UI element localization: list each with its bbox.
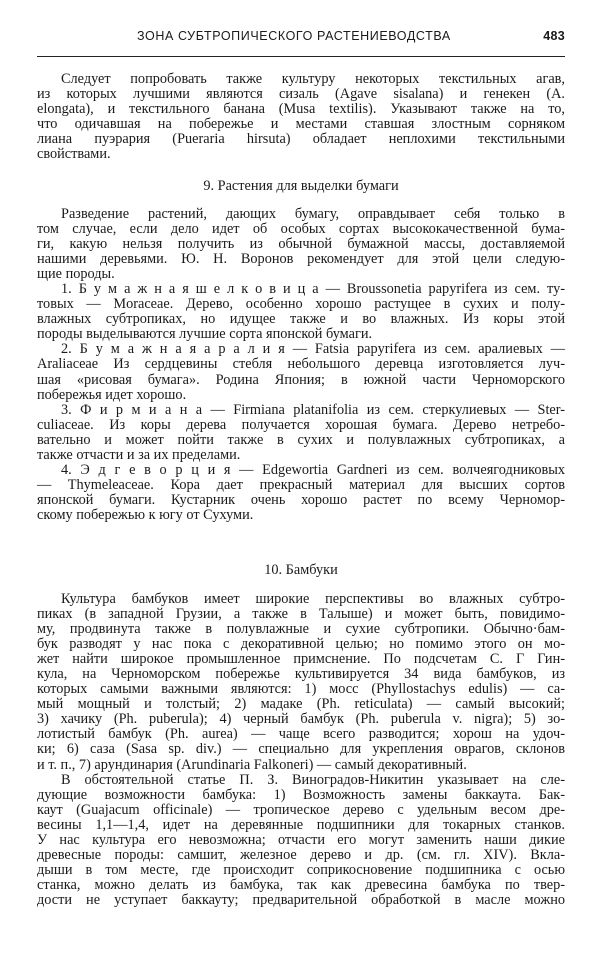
text-line: станка, можно делать из бамбука, так как древесина бамбука по твер- <box>37 876 565 893</box>
text-line: весины 1,1—1,4, идет на деревянные подшипники для токарных станков. <box>37 816 565 833</box>
text-line: древесные породы: самшит, железное дерево и др. (см. гл. XIV). Вкла- <box>37 846 565 863</box>
section-paper-plants-body <box>37 207 565 523</box>
section-heading-bamboo: 10. Бамбуки <box>264 562 338 578</box>
text-line: ки; 6) саза (Sasa sp. div.) — специально для укрепления оврагов, склонов <box>37 741 565 758</box>
text-line: вательно и может пойти также в сухих и полувлажных субтропиках, а <box>37 431 565 448</box>
text-line: нашими деревьями. Ю. Н. Воронов рекомендует для этой цели следую- <box>37 251 565 268</box>
text-line: также отчасти и за их пределами. <box>37 446 241 463</box>
text-line: товых — Moraceae. Дерево, особенно хорошо растущее в сухих и полу- <box>37 296 565 313</box>
text-line: culiaceae. Из коры дерева получается хорошая бумага. Дерево нетребо- <box>37 416 565 433</box>
text-line: 3. Ф и р м и а н а — Firmiana platanifolia из сем. стеркулиевых — Ster- <box>61 401 565 418</box>
running-head-title: ЗОНА СУБТРОПИЧЕСКОГО РАСТЕНИЕВОДСТВА <box>137 29 451 43</box>
text-line: Следует попробовать также культуру некоторых текстильных агав, <box>61 71 565 87</box>
text-line: дующие возможности бамбука: 1) Возможность замены баккаута. Бак- <box>37 786 565 803</box>
text-line: 4. Э д г е в о р ц и я — Edgewortia Gardneri из сем. волчеягодниковых <box>61 461 565 478</box>
text-line: ги, какую нельзя получить из обычной бумажной массы, доставляемой <box>37 236 565 253</box>
text-line: том случае, если дело идет об особых сортах высококачественной бума- <box>37 221 565 238</box>
text-line: лиана пуэрария (Pueraria hirsuta) обладает неплохими текстильными <box>37 131 565 148</box>
text-line: дыши в том месте, где происходит соприкосновение подшипника с осью <box>37 861 565 878</box>
header-rule <box>37 56 565 57</box>
text-line: В обстоятельной статье П. З. Виноградов-Никитин указывает на сле- <box>61 771 565 788</box>
text-line: каут (Guajacum officinale) — тропическое дерево с удельным весом дре- <box>37 801 565 818</box>
text-line: 2. Б у м а ж н а я а р а л и я — Fatsia papyrifera из сем. аралиевых — <box>61 341 565 358</box>
text-line: elongata), и текстильного банана (Musa textilis). Указывают также на то, <box>37 101 565 118</box>
text-line: кула, на Черноморском побережье культивируется 34 вида бамбуков, из <box>37 666 565 683</box>
text-line: Разведение растений, дающих бумагу, оправдывает себя только в <box>61 206 565 222</box>
text-line: мый мощный и толстый; 2) мадаке (Ph. reticulata) — самый высокий; <box>37 696 565 713</box>
text-line: пиках (в западной Грузии, а также в Талыше) и может быть, повидимо- <box>37 606 565 623</box>
text-line: щие породы. <box>37 266 115 283</box>
text-line: скому побережью к югу от Сухуми. <box>37 506 254 523</box>
paragraph-textile-agaves <box>37 72 565 162</box>
text-line: дости не уступает баккауту; предварительной обработкой в масле можно <box>37 891 565 908</box>
text-line: — Thymeleaceae. Кора дает прекрасный материал для высших сортов <box>37 476 565 493</box>
text-line: и т. п., 7) арундинария (Arundinaria Falkoneri) — самый декоративный. <box>37 756 467 773</box>
text-line: шая «рисовая бумага». Родина Япония; в южной части Черноморского <box>37 371 565 388</box>
text-line: бук разводят у нас пока с декоративной целью; но помимо этого он мо- <box>37 636 565 653</box>
text-line: породы выделываются лучшие сорта японской бумаги. <box>37 326 373 343</box>
text-line: Araliaceae Из сердцевины стебля небольшого деревца изготовляется луч- <box>37 356 565 373</box>
text-line: свойствами. <box>37 146 111 163</box>
text-line: 1. Б у м а ж н а я ш е л к о в и ц а — Broussonetia papyrifera из сем. ту- <box>61 281 565 298</box>
text-line: жет найти широкое промышленное примснение. По подсчетам С. Г Гин- <box>37 651 565 668</box>
text-line: что одичавшая на побережье и местами ставшая злостным сорняком <box>37 116 565 133</box>
section-bamboo-body <box>37 592 565 908</box>
text-line: му, продвинута также в полувлажные и сухие субтропики. Обычно·бам- <box>37 621 565 638</box>
text-line: которых самыми важными являются: 1) мосс (Phyllostachys edulis) — са- <box>37 681 565 698</box>
text-line: из которых лучшими являются сизаль (Agave sisalana) и генекен (A. <box>37 86 565 103</box>
text-line: Культура бамбуков имеет широкие перспективы во влажных субтро- <box>61 591 565 607</box>
running-head <box>37 29 565 49</box>
section-heading-paper-plants: 9. Растения для выделки бумаги <box>203 178 399 194</box>
text-line: лотистый бамбук (Ph. aurea) — чаще всего разводится; хорош на удоч- <box>37 726 565 743</box>
page-number: 483 <box>543 29 565 43</box>
text-line: побережья идет хорошо. <box>37 386 187 403</box>
text-line: влажных субтропиках, но идущее также и во влажных. Из коры этой <box>37 311 565 328</box>
text-line: У нас культура его невозможна; отчасти его могут заменить наши дикие <box>37 831 565 848</box>
text-line: 3) хачику (Ph. puberula); 4) черный бамбук (Ph. puberula v. nigra); 5) зо- <box>37 711 565 728</box>
text-line: японской бумаги. Кустарник очень хорошо растет по всему Черномор- <box>37 491 565 508</box>
